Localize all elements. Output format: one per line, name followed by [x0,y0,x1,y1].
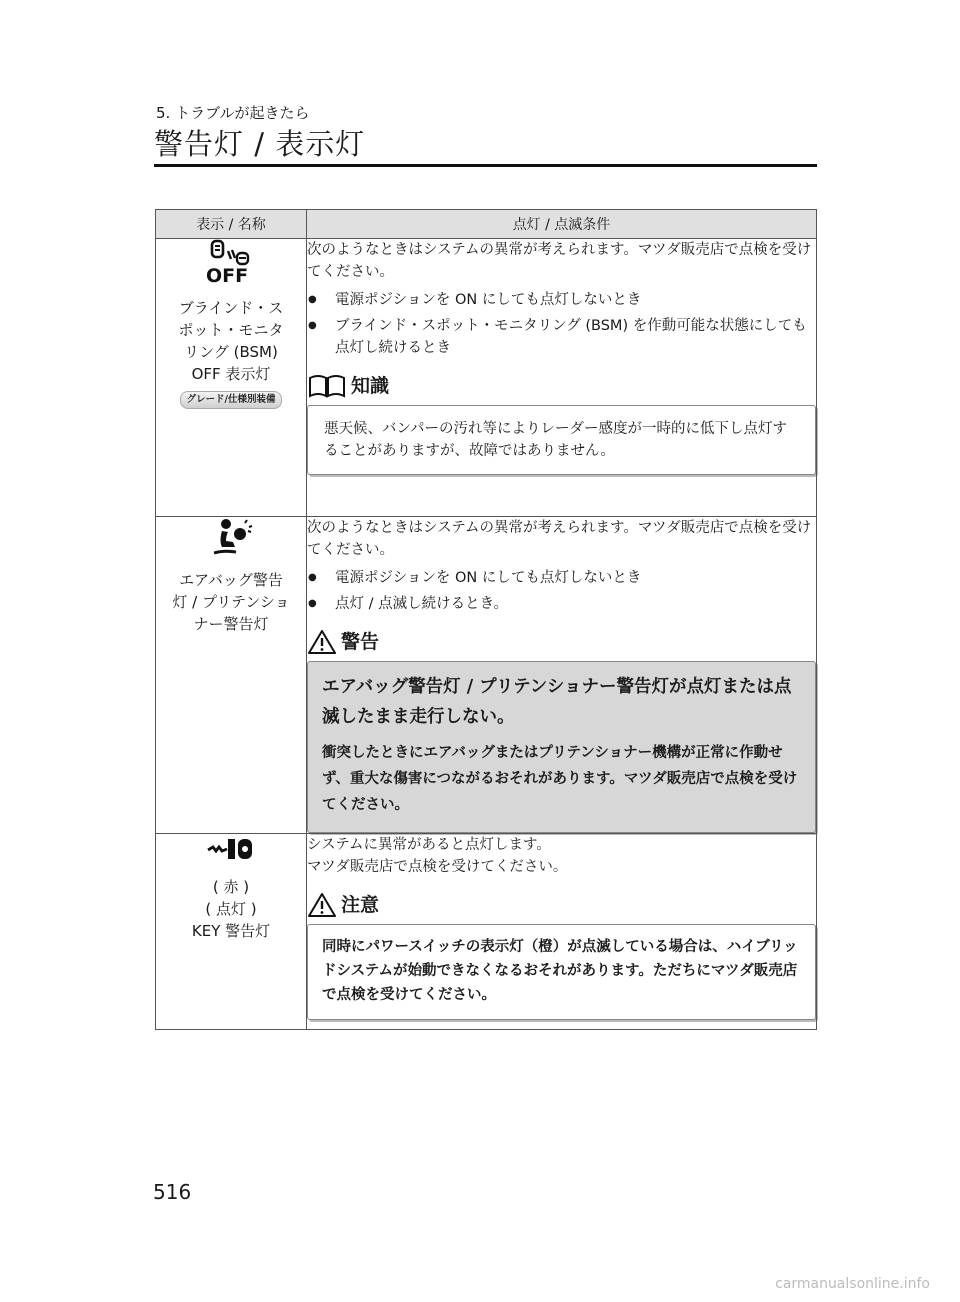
svg-text:OFF: OFF [206,265,249,285]
page-number: 516 [153,1180,192,1204]
indicator-name-line: ナー警告灯 [193,615,269,633]
warning-title: 警告 [341,631,380,653]
warning-text: 衝突したときにエアバッグまたはプリテンショナー機構が正常に作動せず、重大な傷害につながるおそれがあります。マツダ販売店で点検を受けてください。 [322,745,798,813]
list-item: ● 点灯 / 点滅し続けるとき。 [307,593,816,615]
condition-intro-line: マツダ販売店で点検を受けてください。 [307,859,568,875]
knowledge-heading [307,373,816,399]
col-header-condition: 点灯 / 点滅条件 [307,210,817,239]
title-rule [154,164,817,167]
indicator-name-line: リング (BSM) [184,343,278,361]
indicator-name-line: OFF 表示灯 [191,365,271,383]
bullet-list [307,289,816,359]
knowledge-title: 知識 [351,375,390,397]
airbag-icon [208,517,254,557]
knowledge-text: 悪天候、バンパーの汚れ等によりレーダー感度が一時的に低下し点灯することがありますが、故障ではありません。 [324,421,787,459]
section-heading: 5. トラブルが起きたら [156,104,310,122]
caution-heading [307,892,816,918]
indicator-name-line: ( 赤 ) [212,878,250,896]
warning-headline: エアバッグ警告灯 / プリテンショナー警告灯が点灯または点滅したまま走行しない。 [322,677,792,727]
condition-intro-line: システムに異常があると点灯します。 [307,837,551,853]
warning-heading [307,629,816,655]
table-header-row [156,210,817,239]
bullet-list [307,567,816,615]
indicator-name-line: 灯 / プリテンショ [172,593,290,611]
indicator-name-line: ポット・モニタ [178,321,284,339]
condition-cell [307,834,817,1030]
list-item: ● 電源ポジションを ON にしても点灯しないとき [307,567,816,589]
condition-cell [307,517,817,834]
grade-badge: グレード/仕様別装備 [180,391,283,409]
indicator-table [155,209,817,1030]
warning-box [307,661,816,833]
indicator-name-line: エアバッグ警告 [179,571,283,589]
col-header-name: 表示 / 名称 [156,210,307,239]
list-item: ● 電源ポジションを ON にしても点灯しないとき [307,289,816,311]
indicator-name-cell [156,239,307,517]
condition-intro: 次のようなときはシステムの異常が考えられます。マツダ販売店で点検を受けてください。 [307,520,812,558]
indicator-name-line: ( 点灯 ) [205,900,257,918]
warning-triangle-icon [307,892,337,918]
table-row [156,239,817,517]
indicator-name-cell [156,834,307,1030]
caution-box [307,924,816,1020]
page-title: 警告灯 / 表示灯 [154,127,366,161]
indicator-name-cell [156,517,307,834]
book-icon [307,373,347,399]
caution-title: 注意 [341,894,380,916]
table-row [156,517,817,834]
watermark: carmanualsonline.info [775,1276,930,1292]
knowledge-box [307,405,816,475]
condition-intro: 次のようなときはシステムの異常が考えられます。マツダ販売店で点検を受けてください。 [307,242,812,280]
indicator-name-line: KEY 警告灯 [191,922,271,940]
table-row [156,834,817,1030]
condition-cell [307,239,817,517]
caution-text: 同時にパワースイッチの表示灯（橙）が点滅している場合は、ハイブリッドシステムが始動できなくなるおそれがあります。ただちにマツダ販売店で点検を受けてください。 [322,939,798,1003]
list-item: ● ブラインド・スポット・モニタリング (BSM) を作動可能な状態にしても点灯し続けるとき [307,315,816,359]
key-icon [205,834,257,864]
indicator-name-line: ブラインド・ス [178,299,284,317]
warning-triangle-icon [307,629,337,655]
bsm-off-icon [204,239,258,285]
